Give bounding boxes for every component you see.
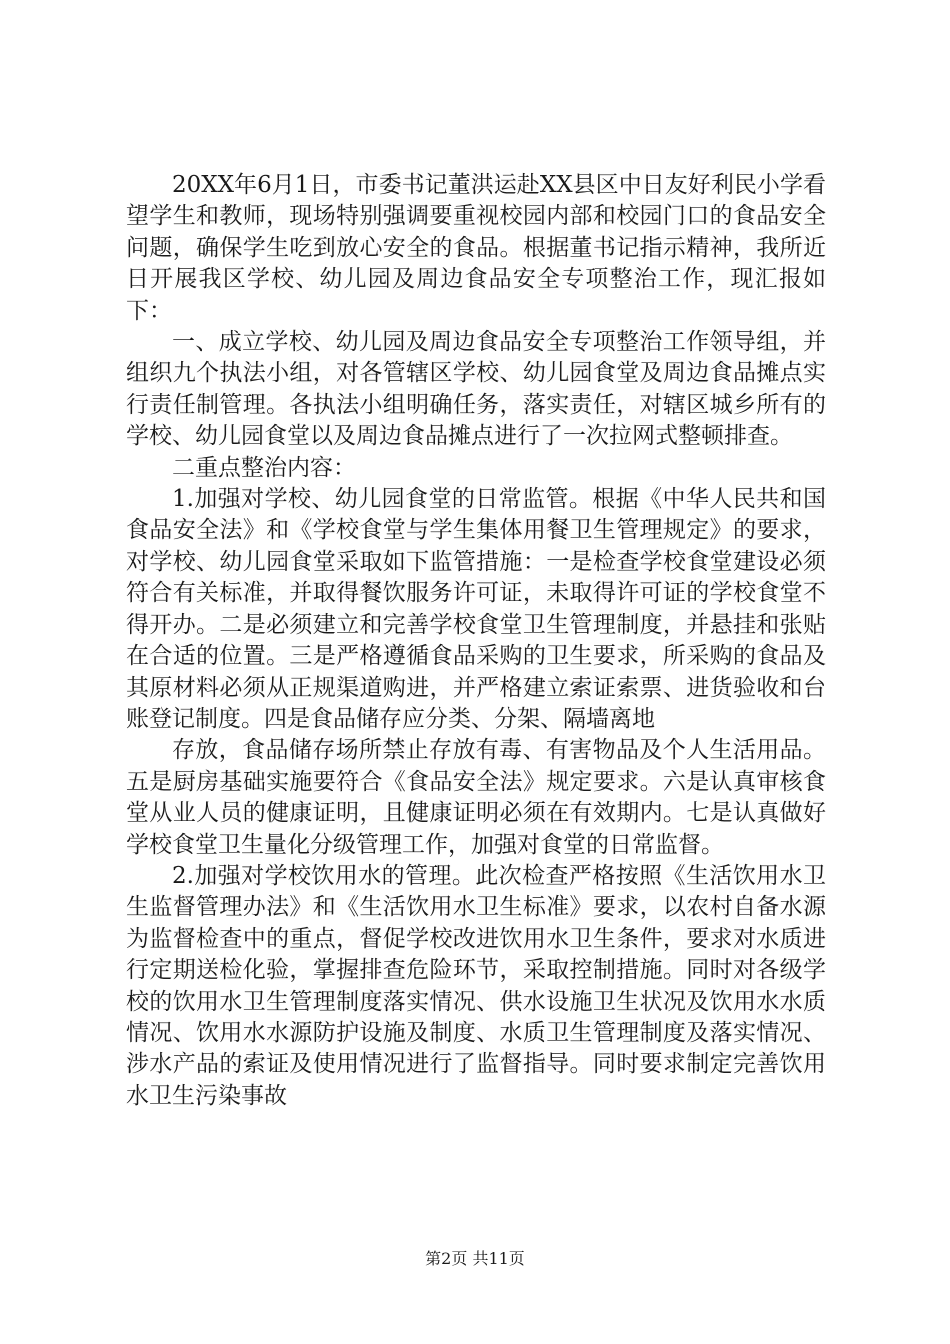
paragraph-item-1-continued: 存放，食品储存场所禁止存放有毒、有害物品及个人生活用品。五是厨房基础实施要符合《食品安全法》规定要求。六是认真审核食堂从业人员的健康证明，且健康证明必须在有效期内。七是认真做好学校食堂卫生量化分级管理工作，加强对食堂的日常监督。 (126, 737, 826, 858)
document-body (126, 170, 826, 1112)
paragraph-section-2-heading: 二重点整治内容： (172, 454, 356, 481)
page-footer: 第2页 共11页 (425, 1249, 525, 1268)
paragraph-intro: 20XX年6月1日，市委书记董洪运赴XX县区中日友好利民小学看望学生和教师，现场特别强调要重视校园内部和校园门口的食品安全问题，确保学生吃到放心安全的食品。根据董书记指示精神，我所近日开展我区学校、幼儿园及周边食品安全专项整治工作，现汇报如下： (126, 172, 826, 324)
paragraph-item-1: 1.加强对学校、幼儿园食堂的日常监管。根据《中华人民共和国食品安全法》和《学校食堂与学生集体用餐卫生管理规定》的要求，对学校、幼儿园食堂采取如下监管措施：一是检查学校食堂建设必须符合有关标准，并取得餐饮服务许可证，未取得许可证的学校食堂不得开办。二是必须建立和完善学校食堂卫生管理制度，并悬挂和张贴在合适的位置。三是严格遵循食品采购的卫生要求，所采购的食品及其原材料必须从正规渠道购进，并严格建立索证索票、进货验收和台账登记制度。四是食品储存应分类、分架、隔墙离地 (126, 486, 826, 732)
paragraph-section-1: 一、成立学校、幼儿园及周边食品安全专项整治工作领导组，并组织九个执法小组，对各管辖区学校、幼儿园食堂及周边食品摊点实行责任制管理。各执法小组明确任务，落实责任，对辖区城乡所有的学校、幼儿园食堂以及周边食品摊点进行了一次拉网式整顿排查。 (126, 329, 826, 450)
paragraph-item-2: 2.加强对学校饮用水的管理。此次检查严格按照《生活饮用水卫生监督管理办法》和《生活饮用水卫生标准》要求，以农村自备水源为监督检查中的重点，督促学校改进饮用水卫生条件，要求对水质进行定期送检化验，掌握排查危险环节，采取控制措施。同时对各级学校的饮用水卫生管理制度落实情况、供水设施卫生状况及饮用水水质情况、饮用水水源防护设施及制度、水质卫生管理制度及落实情况、涉水产品的索证及使用情况进行了监督指导。同时要求制定完善饮用水卫生污染事故 (126, 862, 826, 1109)
